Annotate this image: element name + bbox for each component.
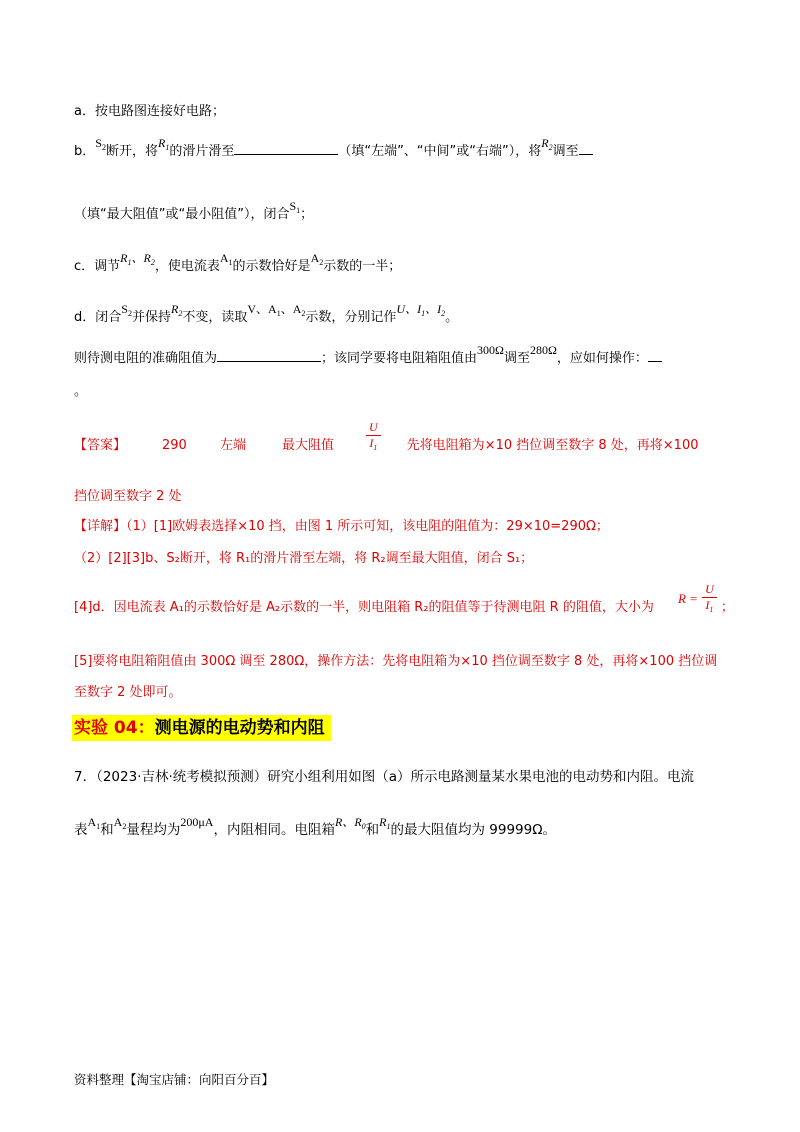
step-c — [74, 251, 402, 275]
section-heading-prefix: 实验 04： — [74, 718, 155, 738]
detail-formula-fraction: $\frac{U}{I_1}$ — [702, 582, 717, 617]
value-300-ohm: 300Ω — [477, 343, 504, 357]
detail-p3: [4]d．因电流表 A₁的示数恰好是 A₂示数的一半，则电阻箱 R₂的阻值等于待测电阻 R 的阻值，大小为 — [74, 600, 654, 615]
q7-text-2c: 量程均为 — [126, 822, 181, 838]
symbol-a1: $A_1$ — [219, 251, 233, 267]
answer-fraction-num: U — [366, 420, 381, 436]
step-b-cont — [74, 199, 314, 223]
detail-p2: （2）[2][3]b、S₂断开，将 R₁的滑片滑至左端，将 R₂调至最大阻值，闭合 S₁； — [74, 551, 534, 566]
step-a-text: a．按电路图连接好电路； — [74, 104, 225, 119]
step-d-text-4: 示数，分别记作 — [305, 310, 397, 325]
answer-blank-2 — [579, 142, 593, 155]
detail-p3-end: ； — [720, 600, 734, 615]
step-c-text-2: ，使电流表 — [154, 259, 220, 274]
step-d-text-2: 并保持 — [131, 310, 171, 325]
detail-p4b: 至数字 2 处即可。 — [74, 685, 182, 700]
step-d-end: 。 — [445, 310, 459, 325]
symbol-r2-d: $R_2$ — [170, 302, 183, 318]
step-b — [74, 136, 593, 160]
detail-line-5 — [74, 681, 182, 700]
q7-text-2a: 表 — [74, 822, 88, 838]
step-c-text-4: 示数的一半； — [323, 259, 402, 274]
detail-formula — [677, 582, 721, 614]
section-heading-title: 测电源的电动势和内阻 — [154, 718, 325, 738]
q7-line-1 — [74, 765, 694, 785]
footer — [74, 1070, 274, 1088]
question-tail-text-4: ，应如何操作： — [556, 351, 648, 366]
footer-text: 资料整理【淘宝店铺：向阳百分百】 — [74, 1072, 275, 1087]
section-heading — [72, 715, 331, 741]
answer-blank-4 — [648, 349, 662, 362]
detail-line-2 — [74, 547, 533, 566]
detail-line-1 — [74, 515, 609, 534]
answer-line — [74, 420, 699, 464]
answer-value-5-cont: 挡位调至数字 2 处 — [74, 489, 182, 504]
step-d-text-3: 不变，读取 — [182, 310, 248, 325]
symbol-readings: U、$I_1$、$I_2$ — [396, 302, 446, 318]
question-tail-text-1: 则待测电阻的准确阻值为 — [74, 351, 218, 366]
step-d-text-1: d．闭合 — [74, 310, 122, 325]
answer-value-2: 左端 — [220, 438, 247, 453]
symbol-s2-d: $S_2$ — [121, 302, 132, 318]
q7-symbol-a1: $A_1$ — [87, 815, 101, 831]
q7-range-value: 200μA — [180, 815, 214, 829]
answer-value-1: 290 — [162, 438, 187, 453]
q7-line-2 — [74, 815, 557, 839]
symbol-s1: $S_1$ — [289, 199, 301, 215]
q7-text-2d: ，内阻相同。电阻箱 — [213, 822, 335, 838]
detail-p1: （1）[1]欧姆表选择×10 挡，由图 1 所示可知，该电阻的阻值为：29×10=290Ω； — [126, 519, 609, 534]
q7-text-2e: 的最大阻值均为 99999Ω。 — [390, 822, 557, 838]
answer-blank-3 — [217, 349, 321, 362]
question-tail-period: 。 — [74, 384, 88, 399]
symbol-r2: $R_2$ — [541, 136, 553, 152]
symbol-r1-r2: $R_1$、$R_2$ — [120, 251, 155, 267]
q7-symbol-r1: $R_1$ — [379, 815, 391, 831]
step-d — [74, 302, 459, 326]
answer-blank-1 — [234, 142, 338, 155]
step-b-prefix: b． — [74, 144, 96, 159]
detail-formula-lhs: R = — [677, 591, 698, 606]
question-tail-cont — [74, 380, 87, 399]
step-b-text-1: 断开，将 — [105, 144, 158, 159]
symbol-s2: $S_2$ — [95, 136, 106, 152]
question-tail-text-3: 调至 — [503, 351, 530, 366]
step-a — [74, 100, 225, 119]
detail-label: 【详解】 — [74, 519, 127, 534]
symbol-meters: V、$A_1$、$A_2$ — [247, 302, 306, 318]
step-b-cont-text: （填“最大阻值”或“最小阻值”），闭合 — [74, 207, 290, 222]
symbol-r1: $R_1$ — [157, 136, 170, 152]
answer-value-3: 最大阻值 — [282, 438, 335, 453]
answer-line-cont — [74, 485, 182, 504]
answer-label: 【答案】 — [74, 438, 127, 453]
detail-p4a: [5]要将电阻箱阻值由 300Ω 调至 280Ω，操作方法：先将电阻箱为×10 挡位调至数字 8 处，再将×100 挡位调 — [74, 654, 718, 669]
answer-value-5: 先将电阻箱为×10 挡位调至数字 8 处，再将×100 — [406, 438, 699, 453]
step-c-text-3: 的示数恰好是 — [232, 259, 311, 274]
q7-text-and: 和 — [365, 822, 380, 838]
value-280-ohm: 280Ω — [529, 343, 557, 357]
q7-text-1: 7．（2023·吉林·统考模拟预测）研究小组利用如图（a）所示电路测量某水果电池的电动势和内阻。电流 — [74, 769, 695, 785]
q7-symbol-a2: $A_2$ — [113, 815, 127, 831]
step-b-text-3: （填“左端”、“中间”或“右端”），将 — [338, 144, 542, 159]
question-tail-text-2: ；该同学要将电阻箱阻值由 — [321, 351, 478, 366]
detail-line-4 — [74, 650, 717, 669]
step-b-cont-end: ； — [300, 207, 314, 222]
detail-line-3 — [74, 582, 734, 625]
answer-fraction — [366, 420, 381, 455]
step-c-text-1: c．调节 — [74, 259, 121, 274]
step-b-text-2: 的滑片滑至 — [169, 144, 235, 159]
question-tail — [74, 343, 662, 366]
q7-text-2b: 和 — [100, 822, 114, 838]
q7-symbol-resistors: R、$R_0$ — [334, 815, 366, 831]
answer-fraction-den: $I_1$ — [369, 436, 378, 452]
step-b-text-4: 调至 — [552, 144, 579, 159]
symbol-a2: $A_2$ — [310, 251, 324, 267]
